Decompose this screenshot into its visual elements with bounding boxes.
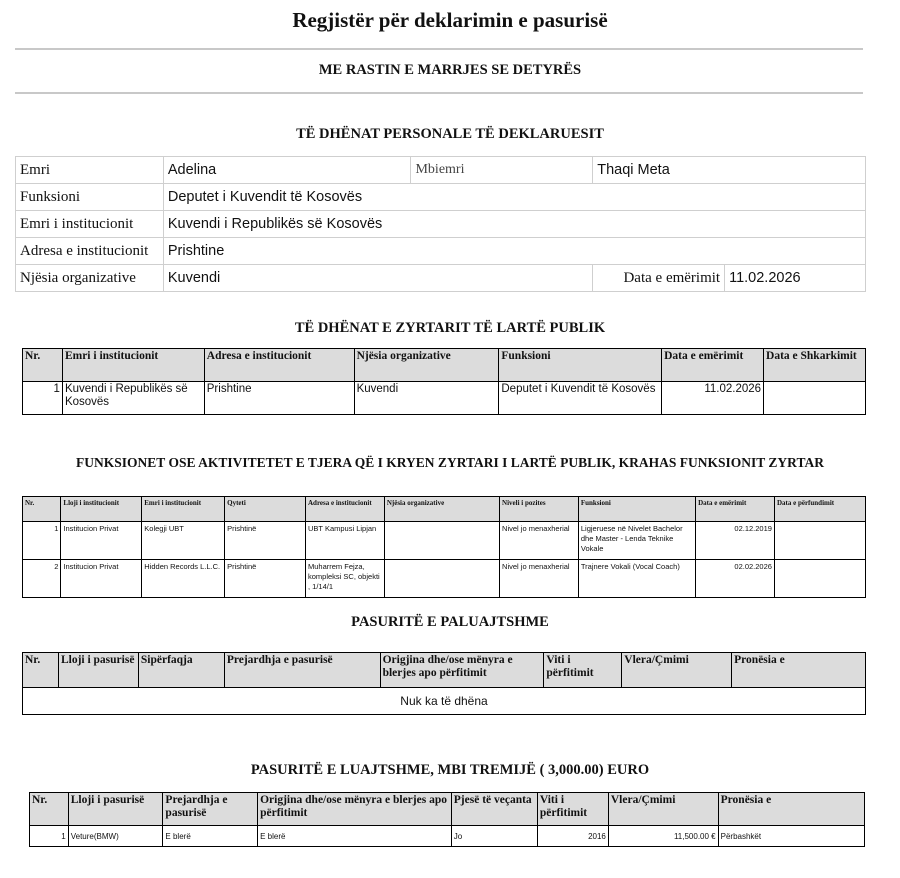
movable-cell: Përbashkët — [718, 826, 864, 847]
movable-header: Lloji i pasurisë — [68, 793, 163, 826]
movable-cell: E blerë — [163, 826, 258, 847]
immovable-section-title: PASURITË E PALUAJTSHME — [351, 614, 549, 630]
official-cell: 11.02.2026 — [662, 382, 764, 415]
data-emerimit-value: 11.02.2026 — [725, 265, 866, 292]
movable-cell: 2016 — [537, 826, 608, 847]
immovable-empty-text: Nuk ka të dhëna — [23, 688, 866, 715]
official-header: Adresa e institucionit — [204, 349, 354, 382]
personal-row-name — [16, 157, 866, 184]
movable-header: Pjesë të veçanta — [451, 793, 537, 826]
personal-section-title: TË DHËNAT PERSONALE TË DEKLARUESIT — [296, 126, 604, 142]
other-functions-cell: Trajnere Vokali (Vocal Coach) — [578, 560, 695, 598]
other-functions-cell — [384, 522, 499, 560]
movable-section-title: PASURITË E LUAJTSHME, MBI TREMIJË ( 3,000.00) EURO — [250, 762, 650, 778]
other-functions-cell: 02.02.2026 — [696, 560, 775, 598]
movable-table — [29, 792, 865, 847]
mbiemri-label: Mbiemri — [411, 157, 593, 184]
official-header-row — [23, 349, 866, 382]
institucioni-label: Emri i institucionit — [16, 211, 164, 238]
movable-header: Nr. — [30, 793, 69, 826]
other-functions-header: Emri i institucionit — [142, 497, 225, 522]
other-functions-header: Njësia organizative — [384, 497, 499, 522]
other-functions-cell: UBT Kampusi Lipjan — [306, 522, 385, 560]
other-functions-cell: Muharrem Fejza, kompleksi SC, objekti , 1/14/1 — [306, 560, 385, 598]
official-header: Nr. — [23, 349, 63, 382]
funksioni-label: Funksioni — [16, 184, 164, 211]
emri-label: Emri — [16, 157, 164, 184]
subtitle-divider — [15, 92, 863, 94]
other-functions-cell: 1 — [23, 522, 61, 560]
immovable-header: Origjina dhe/ose mënyra e blerjes apo përfitimit — [380, 653, 544, 688]
official-cell: Kuvendi — [354, 382, 499, 415]
movable-header: Vlera/Çmimi — [608, 793, 718, 826]
immovable-header: Prejardhja e pasurisë — [224, 653, 380, 688]
movable-cell: E blerë — [258, 826, 452, 847]
title-divider — [15, 48, 863, 50]
official-cell — [764, 382, 866, 415]
other-functions-header-row — [23, 497, 866, 522]
personal-row-unit — [16, 265, 866, 292]
personal-row-institution — [16, 211, 866, 238]
movable-header: Pronësia e — [718, 793, 864, 826]
official-cell: Deputet i Kuvendit të Kosovës — [499, 382, 662, 415]
table-row — [23, 688, 866, 715]
personal-row-function — [16, 184, 866, 211]
official-header: Data e Shkarkimit — [764, 349, 866, 382]
other-functions-cell: Institucion Privat — [61, 560, 142, 598]
other-functions-header: Data e përfundimit — [774, 497, 865, 522]
other-functions-header: Qyteti — [225, 497, 306, 522]
table-row — [23, 522, 866, 560]
other-functions-cell: Nivel jo menaxherial — [500, 522, 579, 560]
movable-header: Prejardhja e pasurisë — [163, 793, 258, 826]
other-functions-section-title: FUNKSIONET OSE AKTIVITETET E TJERA QË I KRYEN ZYRTARI I LARTË PUBLIK, KRAHAS FUNKSIONIT ZYRTAR — [76, 455, 824, 470]
immovable-header: Nr. — [23, 653, 59, 688]
immovable-header: Viti i përfitimit — [544, 653, 622, 688]
movable-cell: Jo — [451, 826, 537, 847]
institucioni-value: Kuvendi i Republikës së Kosovës — [163, 211, 865, 238]
mbiemri-value: Thaqi Meta — [593, 157, 866, 184]
other-functions-cell: Hidden Records L.L.C. — [142, 560, 225, 598]
other-functions-header: Funksioni — [578, 497, 695, 522]
funksioni-value: Deputet i Kuvendit të Kosovës — [163, 184, 865, 211]
other-functions-cell: Ligjeruese në Nivelet Bachelor dhe Master - Lenda Teknike Vokale — [578, 522, 695, 560]
table-row — [30, 826, 865, 847]
immovable-header: Vlera/Çmimi — [622, 653, 732, 688]
immovable-table — [22, 652, 866, 715]
page-title: Regjistër për deklarimin e pasurisë — [292, 8, 608, 32]
other-functions-cell: 02.12.2019 — [696, 522, 775, 560]
njesia-value: Kuvendi — [163, 265, 592, 292]
other-functions-header: Nr. — [23, 497, 61, 522]
official-table — [22, 348, 866, 415]
immovable-header-row — [23, 653, 866, 688]
other-functions-cell: Prishtinë — [225, 560, 306, 598]
data-emerimit-label: Data e emërimit — [593, 265, 725, 292]
movable-header: Origjina dhe/ose mënyra e blerjes apo përfitimit — [258, 793, 452, 826]
official-cell: Prishtine — [204, 382, 354, 415]
official-header: Njësia organizative — [354, 349, 499, 382]
other-functions-header: Niveli i pozites — [500, 497, 579, 522]
other-functions-table — [22, 496, 866, 598]
table-row — [23, 560, 866, 598]
other-functions-header: Data e emërimit — [696, 497, 775, 522]
adresa-label: Adresa e institucionit — [16, 238, 164, 265]
official-header: Data e emërimit — [662, 349, 764, 382]
njesia-label: Njësia organizative — [16, 265, 164, 292]
other-functions-cell — [384, 560, 499, 598]
other-functions-cell: Kolegji UBT — [142, 522, 225, 560]
other-functions-cell: Prishtinë — [225, 522, 306, 560]
movable-cell: 1 — [30, 826, 69, 847]
movable-cell: 11,500.00 € — [608, 826, 718, 847]
other-functions-cell — [774, 560, 865, 598]
immovable-header: Sipërfaqja — [138, 653, 224, 688]
page-subtitle: ME RASTIN E MARRJES SE DETYRËS — [318, 62, 582, 78]
movable-cell: Veture(BMW) — [68, 826, 163, 847]
other-functions-cell — [774, 522, 865, 560]
other-functions-cell: Nivel jo menaxherial — [500, 560, 579, 598]
official-header: Emri i institucionit — [62, 349, 204, 382]
official-cell: Kuvendi i Republikës së Kosovës — [62, 382, 204, 415]
official-cell: 1 — [23, 382, 63, 415]
personal-row-address — [16, 238, 866, 265]
immovable-header: Lloji i pasurisë — [58, 653, 138, 688]
personal-data-table — [15, 156, 866, 292]
emri-value: Adelina — [163, 157, 411, 184]
movable-header-row — [30, 793, 865, 826]
other-functions-header: Lloji i institucionit — [61, 497, 142, 522]
other-functions-cell: 2 — [23, 560, 61, 598]
other-functions-header: Adresa e institucionit — [306, 497, 385, 522]
table-row — [23, 382, 866, 415]
immovable-header: Pronësia e — [732, 653, 866, 688]
other-functions-cell: Institucion Privat — [61, 522, 142, 560]
official-section-title: TË DHËNAT E ZYRTARIT TË LARTË PUBLIK — [294, 320, 606, 336]
adresa-value: Prishtine — [163, 238, 865, 265]
official-header: Funksioni — [499, 349, 662, 382]
movable-header: Viti i përfitimit — [537, 793, 608, 826]
